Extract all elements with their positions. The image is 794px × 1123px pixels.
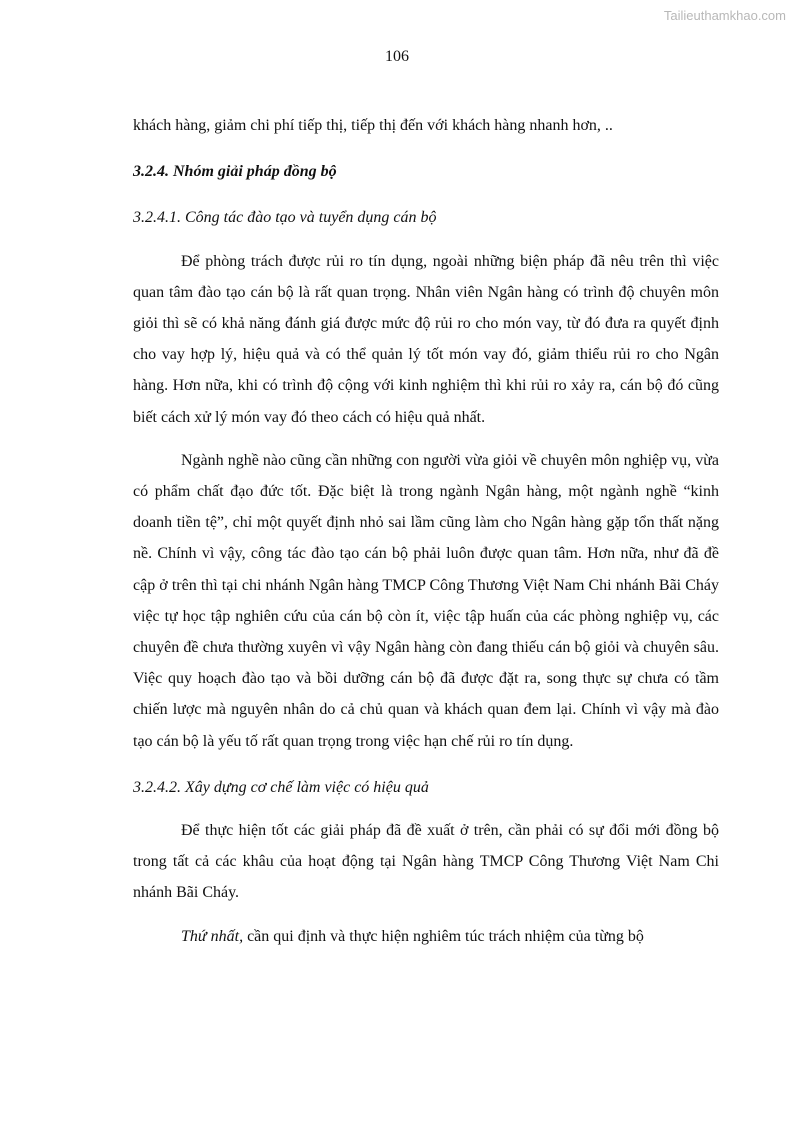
paragraph-mechanism-2 xyxy=(133,921,719,952)
page-number: 106 xyxy=(385,48,409,65)
continuation-text: khách hàng, giảm chi phí tiếp thị, tiếp thị đến với khách hàng nhanh hơn, .. xyxy=(133,117,613,134)
subsection-heading-2: 3.2.4.2. Xây dựng cơ chế làm việc có hiệu quả xyxy=(133,778,429,796)
document-body xyxy=(133,110,719,952)
watermark: Tailieuthamkhao.com xyxy=(663,8,786,23)
paragraph-training-2: Ngành nghề nào cũng cần những con người vừa giỏi về chuyên môn nghiệp vụ, vừa có phẩm chất đạo đức tốt. Đặc biệt là trong ngành Ngân hàng, một ngành nghề “kinh doanh tiền tệ”, chỉ một quyết định nhỏ sai lầm cũng làm cho Ngân hàng gặp tổn thất nặng nề. Chính vì vậy, công tác đào tạo cán bộ phải luôn được quan tâm. Hơn nữa, như đã đề cập ở trên thì tại chi nhánh Ngân hàng TMCP Công Thương Việt Nam Chi nhánh Bãi Cháy việc tự học tập nghiên cứu của cán bộ còn ít, việc tập huấn của các phòng nghiệp vụ, các chuyên đề chưa thường xuyên vì vậy Ngân hàng còn đang thiếu cán bộ giỏi và chuyên sâu. Việc quy hoạch đào tạo và bồi dưỡng cán bộ đã được đặt ra, song thực sự chưa có tầm chiến lược mà nguyên nhân do cả chủ quan và khách quan đem lại. Chính vì vậy mà đào tạo cán bộ là yếu tố rất quan trọng trong việc hạn chế rủi ro tín dụng. xyxy=(133,451,719,750)
first-point-lead: Thứ nhất, xyxy=(181,927,244,945)
section-heading: 3.2.4. Nhóm giải pháp đồng bộ xyxy=(133,163,337,181)
paragraph-mechanism-1: Để thực hiện tốt các giải pháp đã đề xuất ở trên, cần phải có sự đổi mới đồng bộ trong tất cả các khâu của hoạt động tại Ngân hàng TMCP Công Thương Việt Nam Chi nhánh Bãi Cháy. xyxy=(133,822,719,902)
paragraph-training-1: Để phòng trách được rủi ro tín dụng, ngoài những biện pháp đã nêu trên thì việc quan tâm đào tạo cán bộ là rất quan trọng. Nhân viên Ngân hàng có trình độ chuyên môn giỏi thì sẽ có khả năng đánh giá được mức độ rủi ro cho món vay, từ đó đưa ra quyết định cho vay hợp lý, hiệu quả và có thể quản lý tốt món vay đó, giảm thiểu rủi ro cho Ngân hàng. Hơn nữa, khi có trình độ cộng với kinh nghiệm thì khi rủi ro xảy ra, cán bộ đó cũng biết cách xử lý món vay đó theo cách có hiệu quả nhất. xyxy=(133,252,719,426)
subsection-heading-1: 3.2.4.1. Công tác đào tạo và tuyển dụng cán bộ xyxy=(133,209,437,227)
first-point-text: cần qui định và thực hiện nghiêm túc trách nhiệm của từng bộ xyxy=(243,927,644,945)
